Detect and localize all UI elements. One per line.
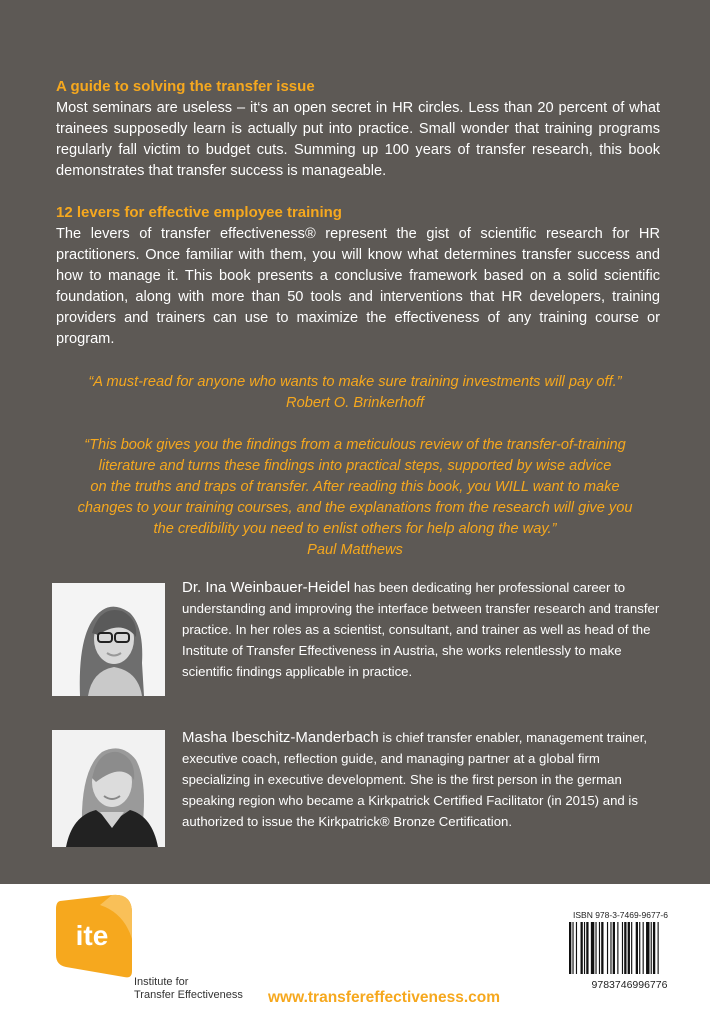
barcode-bar bbox=[576, 922, 577, 974]
author-photo-weinbauer-heidel bbox=[52, 583, 165, 696]
author-photo-ibeschitz-manderbach bbox=[52, 730, 165, 847]
barcode-bar bbox=[636, 922, 638, 974]
barcode-bar bbox=[639, 922, 640, 974]
barcode-bar bbox=[595, 922, 596, 974]
barcode-bar bbox=[607, 922, 608, 974]
quote-line: on the truths and traps of transfer. After reading this book, you WILL want to make bbox=[90, 479, 620, 495]
quote-line: “This book gives you the findings from a meticulous review of the transfer-of-training bbox=[84, 437, 626, 453]
barcode-bar bbox=[624, 922, 626, 974]
barcode-bar bbox=[586, 922, 588, 974]
section-heading-transfer-issue: A guide to solving the transfer issue bbox=[56, 78, 315, 95]
author-name: Dr. Ina Weinbauer-Heidel bbox=[182, 579, 351, 596]
barcode-bar bbox=[643, 922, 644, 974]
ite-logo-icon bbox=[52, 893, 136, 979]
barcode-bar bbox=[622, 922, 623, 974]
barcode-bar bbox=[651, 922, 652, 974]
quote-text: “A must-read for anyone who wants to make sure training investments will pay off.” bbox=[88, 374, 622, 390]
logo-subtitle-line1: Institute for bbox=[134, 976, 189, 988]
author-bio-weinbauer-heidel bbox=[182, 577, 662, 682]
barcode-bar bbox=[601, 922, 603, 974]
quote-brinkerhoff bbox=[40, 372, 670, 414]
logo-subtitle bbox=[134, 976, 243, 1002]
barcode-bar bbox=[569, 922, 571, 974]
barcode-bar bbox=[658, 922, 659, 974]
quote-attribution: Paul Matthews bbox=[307, 542, 403, 558]
author-bio-text: has been dedicating her professional career to understanding and improving the interface between transfer research and transfer practice. In her roles as a scientist, consultant, and trainer as well as head of the Institute of Transfer Effectiveness in Austria, she works relentlessly to make scientific findings applicable in practice. bbox=[182, 580, 660, 679]
barcode-bar bbox=[572, 922, 573, 974]
barcode-bar bbox=[631, 922, 632, 974]
quote-line: literature and turns these findings into practical steps, supported by wise advice bbox=[98, 458, 612, 474]
barcode-bar bbox=[653, 922, 655, 974]
barcode-bar bbox=[581, 922, 583, 974]
barcode-bar bbox=[613, 922, 615, 974]
isbn-label: ISBN 978-3-7469-9677-6 bbox=[573, 910, 668, 920]
barcode-bar bbox=[628, 922, 630, 974]
quote-line: changes to your training courses, and the explanations from the research will give you bbox=[77, 500, 633, 516]
author-bio-ibeschitz-manderbach bbox=[182, 727, 662, 832]
barcode-bar bbox=[599, 922, 600, 974]
barcode-bar bbox=[617, 922, 618, 974]
isbn-barcode-number: 9783746996776 bbox=[591, 979, 668, 991]
barcode-bar bbox=[591, 922, 594, 974]
section-body-transfer-issue: Most seminars are useless – it‘s an open secret in HR circles. Less than 20 percent of what trainees supposedly learn is actually put into practice. Small wonder that training programs regularly fall victim to budget cuts. Summing up 100 years of transfer research, this book demonstrates that transfer success is manageable. bbox=[56, 100, 660, 179]
section-body-levers: The levers of transfer effectiveness® represent the gist of scientific research for HR practitioners. Once familiar with them, you will know what determines transfer success and how to manage it. This book presents a conclusive framework based on a solid scientific foundation, along with more than 50 tools and interventions that HR developers, training providers and trainers can use to maximize the effectiveness of any training course or program. bbox=[56, 226, 660, 347]
quote-matthews bbox=[40, 435, 670, 561]
barcode-bar bbox=[646, 922, 649, 974]
logo-abbreviation: ite bbox=[75, 920, 109, 951]
author-name: Masha Ibeschitz-Manderbach bbox=[182, 729, 379, 746]
section-heading-levers: 12 levers for effective employee training bbox=[56, 204, 342, 221]
logo-subtitle-line2: Transfer Effectiveness bbox=[134, 989, 243, 1001]
barcode-bar bbox=[610, 922, 611, 974]
quote-line: the credibility you need to enlist others for help along the way.” bbox=[153, 521, 557, 537]
quote-attribution: Robert O. Brinkerhoff bbox=[286, 395, 424, 411]
website-url: www.transfereffectiveness.com bbox=[268, 989, 501, 1006]
author-bio-text: is chief transfer enabler, management trainer, executive coach, reflection guide, and managing partner at a global firm specializing in executive development. She is the first person in the german speaking region who became a Kirkpatrick Certified Facilitator (in 2015) and is authorized to issue the Kirkpatrick® Bronze Certification. bbox=[182, 730, 648, 829]
barcode-bar bbox=[584, 922, 585, 974]
isbn-barcode bbox=[568, 922, 691, 974]
